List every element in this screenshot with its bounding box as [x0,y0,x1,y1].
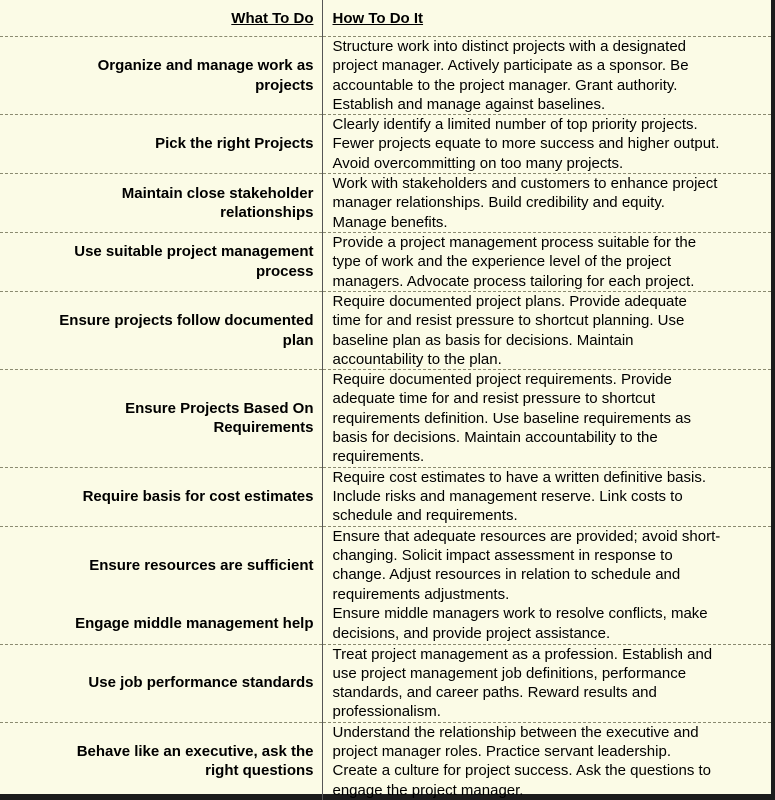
what-cell: Maintain close stakeholder relationships [0,174,322,233]
table-row [0,174,771,233]
how-cell: Structure work into distinct projects with a designated project manager. Actively participate as a sponsor. Be accountable to the project manager. Grant authority. Establish and manage against baselines. [322,37,771,115]
how-to-do-it-header: How To Do It [322,0,771,37]
how-cell: Treat project management as a profession. Establish and use project management job definitions, performance standards, and career paths. Reward results and professionalism. [322,644,771,722]
how-cell: Ensure middle managers work to resolve conflicts, make decisions, and provide project assistance. [322,604,771,644]
what-cell: Engage middle management help [0,604,322,644]
what-cell: Use suitable project management process [0,232,322,291]
how-cell: Require cost estimates to have a written definitive basis. Include risks and management reserve. Link costs to schedule and requirements. [322,467,771,526]
table-row [0,37,771,115]
what-cell: Pick the right Projects [0,115,322,174]
table-row [0,526,771,604]
what-cell: Use job performance standards [0,644,322,722]
how-cell: Understand the relationship between the executive and project manager roles. Practice servant leadership. Create a culture for project success. Ask the questions to engage the project manager. [332,723,712,799]
table-row [0,722,771,800]
table-header-row [0,0,771,37]
table-row [0,115,771,174]
what-cell: Ensure resources are sufficient [0,526,322,604]
table-row [0,291,771,369]
what-to-do-header: What To Do [0,0,322,37]
table-row [0,370,771,467]
how-cell: Require documented project plans. Provide adequate time for and resist pressure to shortcut planning. Use baseline plan as basis for decisions. Maintain accountability to the plan. [322,291,771,369]
what-cell: Require basis for cost estimates [0,467,322,526]
table-row [0,467,771,526]
table-row [0,232,771,291]
table-row [0,644,771,722]
how-cell: Ensure that adequate resources are provided; avoid short- changing. Solicit impact assessment in response to change. Adjust resources in relation to schedule and requirements adjustments. [332,527,721,603]
what-cell: Behave like an executive, ask the right questions [0,722,322,800]
what-cell: Ensure projects follow documented plan [0,291,322,369]
what-cell: Ensure Projects Based On Requirements [0,370,322,467]
table-row [0,604,771,644]
how-cell: Clearly identify a limited number of top priority projects. Fewer projects equate to more success and higher output. Avoid overcommitting on too many projects. [322,115,771,174]
how-cell: Require documented project requirements. Provide adequate time for and resist pressure to shortcut requirements definition. Use baseline requirements as basis for decisions. Maintain accountability to the requirements. [322,370,771,467]
how-cell: Provide a project management process suitable for the type of work and the experience level of the project managers. Advocate process tailoring for each project. [322,232,771,291]
what-cell: Organize and manage work as projects [0,37,322,115]
how-cell: Work with stakeholders and customers to enhance project manager relationships. Build credibility and equity. Manage benefits. [322,174,771,233]
